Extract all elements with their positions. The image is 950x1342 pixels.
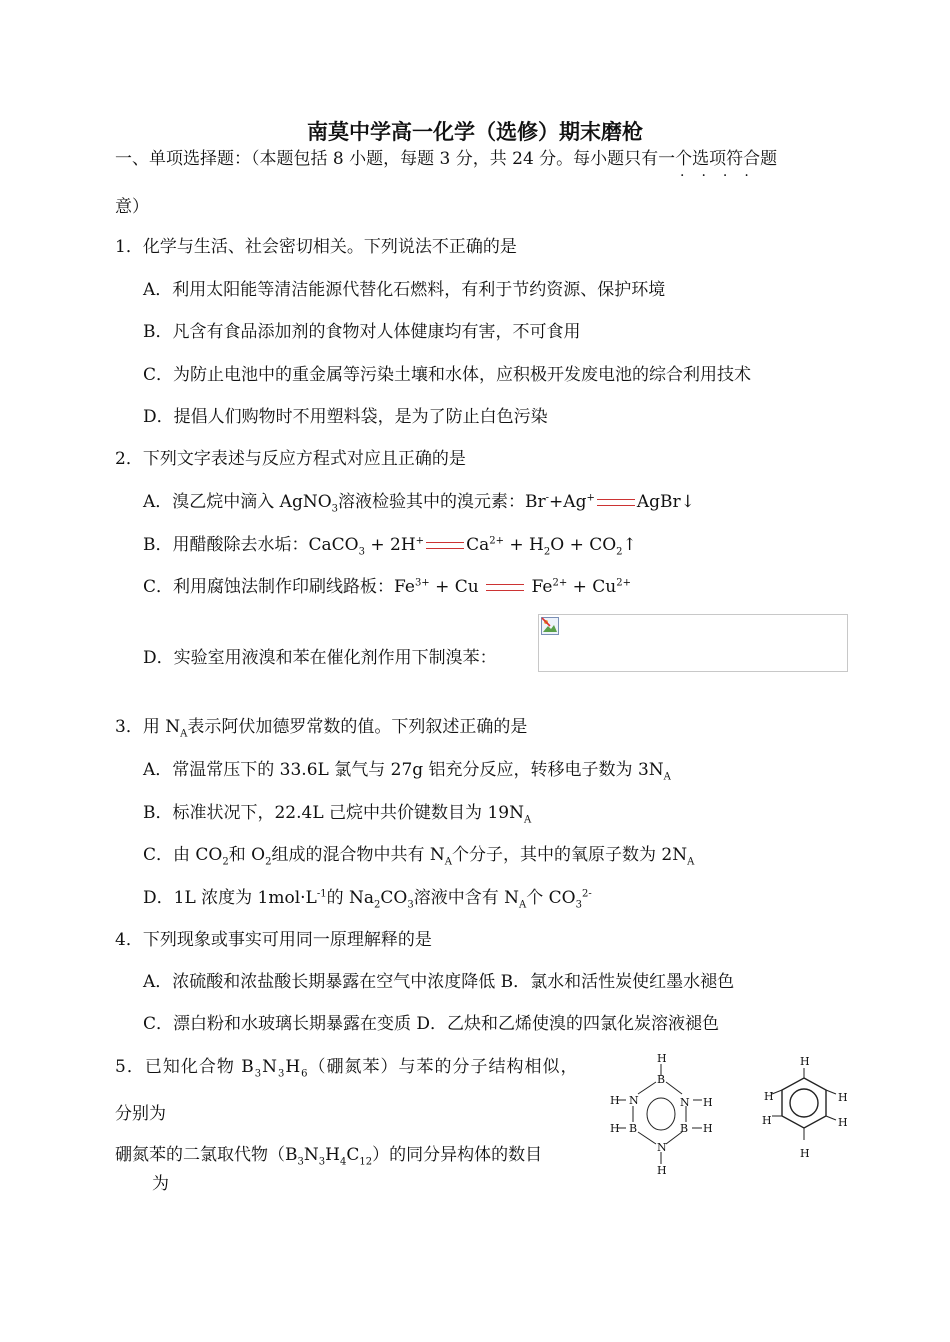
q2-stem: 2．下列文字表述与反应方程式对应且正确的是 (115, 449, 466, 469)
atom-h: H (657, 1052, 667, 1065)
missing-equation-image (538, 614, 848, 672)
section-header: 一、单项选择题：（本题包括 8 小题，每题 3 分，共 24 分。每小题只有一个选项符合题 (115, 149, 778, 169)
q1-option-a: A．利用太阳能等清洁能源代替化石燃料，有利于节约资源、保护环境 (143, 280, 666, 300)
atom-h: H (703, 1096, 713, 1109)
q2-option-d: D．实验室用液溴和苯在催化剂作用下制溴苯： (143, 648, 497, 668)
page-title: 南莫中学高一化学（选修）期末磨枪 (307, 119, 643, 144)
q3-option-b: B．标准状况下，22.4L 己烷中共价键数目为 $19N_A$ (143, 803, 532, 826)
atom-h: H (838, 1116, 848, 1129)
q1-option-d: D．提倡人们购物时不用塑料袋，是为了防止白色污染 (143, 407, 548, 427)
q5-stem-line1: 5．已知化合物 $B_3N_3H_6$（硼氮苯）与苯的分子结构相似， (115, 1057, 579, 1080)
equals-sign (597, 499, 635, 506)
atom-n: N (680, 1096, 690, 1109)
q3-option-d: D．1L 浓度为 $1mol\cdot L^{-1}$的 $Na_2CO_3$溶液中含有 $N_A$个 $CO_3^{2-}$ (143, 888, 592, 911)
atom-h: H (800, 1055, 810, 1068)
q2-option-b: B．用醋酸除去水垢：CaCO$_3$ + 2H+ $Ca^{2+} + H_2O$ + $CO_2↑$ (143, 535, 637, 558)
q1-option-c: C．为防止电池中的重金属等污染土壤和水体，应积极开发废电池的综合利用技术 (143, 365, 752, 385)
broken-image-icon (541, 617, 559, 635)
q4-options-ab: A．浓硫酸和浓盐酸长期暴露在空气中浓度降低 B．氯水和活性炭使红墨水褪色 (143, 972, 735, 992)
emphasis-dots: ···· (680, 168, 766, 184)
q5-stem-line2: 分别为 (115, 1104, 166, 1124)
atom-h: H (703, 1122, 713, 1135)
atom-n: N (657, 1141, 667, 1154)
atom-b: B (629, 1122, 638, 1135)
section-header-cont: 意） (115, 197, 149, 217)
q4-options-cd: C．漂白粉和水玻璃长期暴露在变质 D．乙炔和乙烯使溴的四氯化炭溶液褪色 (143, 1014, 720, 1034)
atom-h: H (764, 1090, 774, 1103)
borazine-structure (606, 1050, 722, 1180)
benzene-structure (756, 1050, 856, 1168)
atom-n: N (629, 1094, 639, 1107)
q3-stem: 3．用 $N_A$表示阿伏加德罗常数的值。下列叙述正确的是 (115, 717, 528, 740)
atom-b: B (680, 1122, 689, 1135)
q2-option-c: C．利用腐蚀法制作印刷线路板：$Fe^{3+} + Cu$ $Fe^{2+} + Cu^{2+}$ (143, 577, 631, 597)
q3-option-c: C．由 $CO_2$和 $O_2$组成的混合物中共有 $N_A$个分子，其中的氧原子数为 $2N_A$ (143, 845, 695, 868)
equals-sign (486, 584, 524, 591)
equals-sign (426, 542, 464, 549)
q1-stem: 1．化学与生活、社会密切相关。下列说法不正确的是 (115, 237, 517, 257)
q3-option-a: A．常温常压下的 33.6L 氯气与 27g 铝充分反应，转移电子数为 $3N_A$ (143, 760, 671, 783)
q5-stem-line3: 硼氮苯的二氯取代物$(B_3N_3H_4C_{12})$的同分异构体的数目 (115, 1145, 543, 1168)
atom-h: H (610, 1122, 620, 1135)
atom-h: H (657, 1164, 667, 1177)
atom-h: H (838, 1091, 848, 1104)
atom-h: H (610, 1094, 620, 1107)
atom-b: B (657, 1073, 666, 1086)
atom-h: H (800, 1147, 810, 1160)
q5-stem-line4: 为 (152, 1174, 169, 1194)
q1-option-b: B．凡含有食品添加剂的食物对人体健康均有害，不可食用 (143, 322, 581, 342)
atom-h: H (762, 1114, 772, 1127)
q2-option-a: A．溴乙烷中滴入 AgNO$_3$溶液检验其中的溴元素：Br-+Ag+ AgBr↓ (143, 492, 695, 515)
q4-stem: 4．下列现象或事实可用同一原理解释的是 (115, 930, 432, 950)
